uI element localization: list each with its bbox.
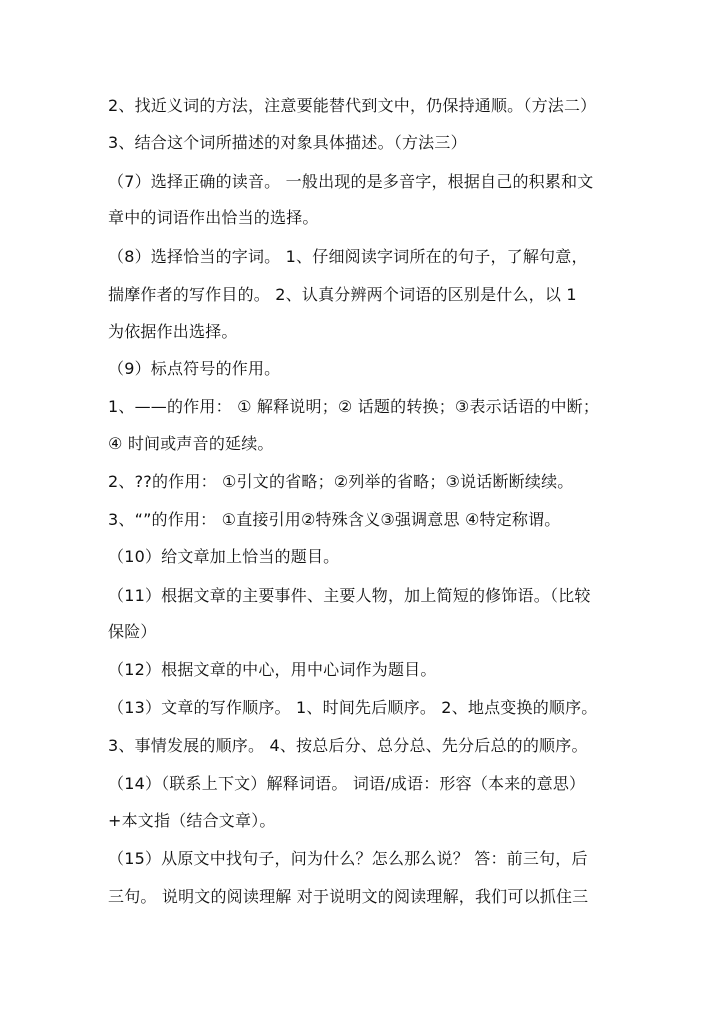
text-line: +本文指（结合文章）。 [108, 811, 276, 830]
text-line: 为依据作出选择。 [108, 322, 238, 341]
text-line: 章中的词语作出恰当的选择。 [108, 208, 319, 227]
text-line: （15）从原文中找句子，问为什么？怎么那么说？ 答：前三句，后 [108, 849, 588, 868]
text-line: （7）选择正确的读音。 一般出现的是多音字，根据自己的积累和文 [108, 172, 594, 191]
text-line: （8）选择恰当的字词。 1、仔细阅读字词所在的句子，了解句意， [108, 247, 588, 266]
text-line: 3、结合这个词所描述的对象具体描述。（方法三） [108, 133, 467, 152]
text-line: 2、找近义词的方法，注意要能替代到文中，仍保持通顺。（方法二） [108, 96, 597, 115]
text-line: （14）（联系上下文）解释词语。 词语/成语：形容（本来的意思） [108, 774, 586, 793]
text-line: 三句。 说明文的阅读理解 对于说明文的阅读理解，我们可以抓住三 [108, 887, 589, 906]
text-line: （10）给文章加上恰当的题目。 [108, 547, 340, 566]
text-line: ④ 时间或声音的延续。 [108, 434, 274, 453]
text-line: 保险） [108, 622, 157, 641]
text-line: 揣摩作者的写作目的。 2、认真分辨两个词语的区别是什么，以 1 [108, 285, 577, 304]
text-line: （12）根据文章的中心，用中心词作为题目。 [108, 660, 437, 679]
text-line: （11）根据文章的主要事件、主要人物，加上简短的修饰语。（比较 [108, 586, 591, 605]
text-line: （13）文章的写作顺序。 1、时间先后顺序。 2、地点变换的顺序。 [108, 698, 598, 717]
text-line: 3、“”的作用： ①直接引用②特殊含义③强调意思 ④特定称谓。 [108, 510, 561, 529]
text-line: 1、——的作用： ① 解释说明；② 话题的转换；③表示话语的中断； [108, 397, 600, 416]
text-line: 3、事情发展的顺序。 4、按总后分、总分总、先分后总的的顺序。 [108, 736, 588, 755]
text-line: 2、??的作用： ①引文的省略；②列举的省略；③说话断断续续。 [108, 472, 574, 491]
text-line: （9）标点符号的作用。 [108, 359, 281, 378]
